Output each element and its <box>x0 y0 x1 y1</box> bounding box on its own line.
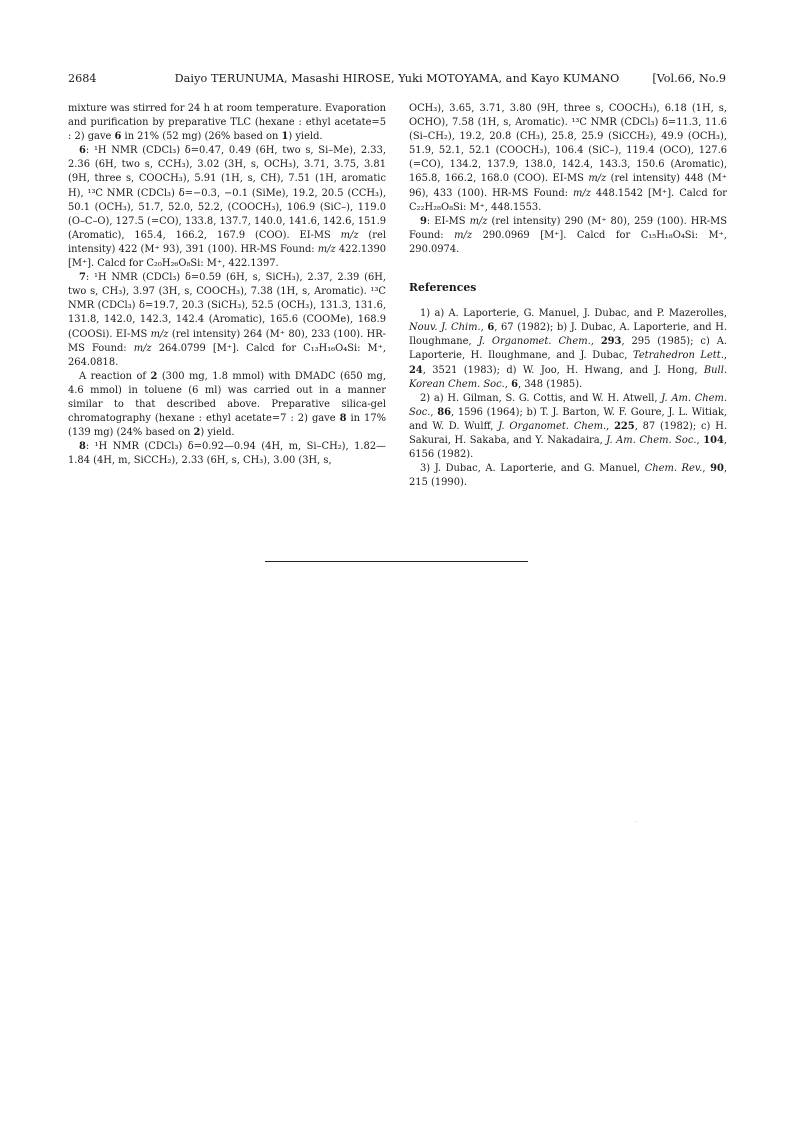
text: A reaction of <box>79 370 151 382</box>
compound-number: 2 <box>150 370 158 382</box>
paragraph-reaction-6 <box>68 102 386 144</box>
journal-name: J. Am. Chem. Soc. <box>606 434 697 446</box>
text: , <box>702 463 711 475</box>
compound-label: 8 <box>79 441 86 453</box>
mz-symbol: m/z <box>340 229 359 241</box>
volume-number: 86 <box>437 406 451 418</box>
volume-number: 104 <box>703 434 724 446</box>
journal-name: Tetrahedron Lett. <box>633 350 724 362</box>
compound-number: 2 <box>193 427 201 439</box>
left-column <box>68 102 386 468</box>
mz-symbol: m/z <box>454 229 473 241</box>
references-heading: References <box>409 281 477 295</box>
journal-name: Bull. Korean Chem. Soc. <box>409 364 727 390</box>
volume-number: 24 <box>409 364 423 376</box>
text: : ¹H NMR (CDCl₃) δ=0.92—0.94 (4H, m, Si–CH₂), 1.82—1.84 (4H, m, SiCCH₂), 2.33 (6H, s, CH₃), 3.00 (3H, s, <box>68 441 386 467</box>
text: , <box>480 322 488 334</box>
text: OCH₃), 3.65, 3.71, 3.80 (9H, three s, COOCH₃), 6.18 (1H, s, OCHO), 7.58 (1H, s, Aromatic). ¹³C NMR (CDCl₃) δ=11.3, 11.6 (Si–CH₂), 19.2, 20.8 (CH₃), 25.8, 25.9 (SiCCH₂), 49.9 (OCH₃), 51.9, 52.1, 52.1 (COOCH₃), 106.4 (SiC–), 119.4 (OCO), 127.6 (=CO), 134.2, 137.9, 138.0, 142.4, 143.3, 150.6 (Aromatic), 165.8, 166.2, 168.0 (COO). EI-MS <box>409 103 727 185</box>
text: , 295 (1985); c) A. Laporterie, H. Iloughmane, and J. Dubac, <box>409 336 728 362</box>
text: ) yield. <box>288 131 323 143</box>
text: , 3521 (1983); d) W. Joo, H. Hwang, and J. Hong, <box>422 364 704 376</box>
end-of-article-rule <box>265 561 528 562</box>
text: 448.1542 [M⁺]. Calcd for C₂₂H₂₈O₈Si: M⁺, 448.1553. <box>409 187 727 213</box>
text: 3) J. Dubac, A. Laporterie, and G. Manuel, <box>420 463 645 475</box>
page-number: 2684 <box>68 72 97 85</box>
text: , <box>606 420 615 432</box>
running-authors: Daiyo TERUNUMA, Masashi HIROSE, Yuki MOTOYAMA, and Kayo KUMANO <box>174 72 620 85</box>
paragraph-compound-8-data-cont <box>409 102 727 215</box>
text: 290.0969 [M⁺]. Calcd for C₁₅H₁₈O₄Si: M⁺, 290.0974. <box>409 229 728 255</box>
volume-number: 6 <box>487 322 495 334</box>
volume-issue: [Vol.66, No.9 <box>652 72 726 85</box>
right-column <box>409 102 727 490</box>
text: , <box>430 406 438 418</box>
text: , 1596 (1964); b) T. J. Barton, W. F. Goure, J. L. Witiak, and W. D. Wulff, <box>409 406 728 432</box>
journal-name: J. Am. Chem. Soc. <box>409 392 727 418</box>
compound-number: 8 <box>339 413 347 425</box>
text: , <box>723 350 727 362</box>
text: , 67 (1982); b) J. Dubac, A. Laporterie, and H. Iloughmane, <box>409 322 727 348</box>
mz-symbol: m/z <box>150 328 169 340</box>
compound-label: 7 <box>79 272 86 284</box>
text: : ¹H NMR (CDCl₃) δ=0.47, 0.49 (6H, two s, Si–Me), 2.33, 2.36 (6H, two s, CCH₃), 3.02 (3H, s, OCH₃), 3.71, 3.75, 3.81 (9H, three s, COOCH₃), 5.91 (1H, s, CH), 7.51 (1H, aromatic H), ¹³C NMR (CDCl₃) δ=−0.3, −0.1 (SiMe), 19.2, 20.5 (CCH₃), 50.1 (OCH₃), 51.7, 52.0, 52.2, (COOCH₃), 106.9 (SiC–), 119.0 (O–C–O), 127.5 (=CO), 133.8, 137.7, 140.0, 141.6, 142.6, 151.9 (Aromatic), 165.4, 166.2, 167.9 (COO). EI-MS <box>68 145 386 241</box>
paragraph-compound-6-data <box>68 144 386 271</box>
mz-symbol: m/z <box>133 342 152 354</box>
text: 264.0799 [M⁺]. Calcd for C₁₃H₁₆O₄Si: M⁺, 264.0818. <box>68 342 387 368</box>
text: , 87 (1982); c) H. Sakurai, H. Sakaba, and Y. Nakadaira, <box>409 420 727 446</box>
mz-symbol: m/z <box>573 187 591 199</box>
text: mixture was stirred for 24 h at room temperature. Evaporation and purification by preparative TLC (hexane : ethyl acetate=5 : 2) gave <box>68 103 386 143</box>
text: , 348 (1985). <box>517 378 583 390</box>
text: , 6156 (1982). <box>409 434 727 461</box>
text: 1) a) A. Laporterie, G. Manuel, J. Dubac, and P. Mazerolles, <box>420 308 727 320</box>
volume-number: 6 <box>511 378 518 390</box>
journal-name: J. Organomet. Chem. <box>478 336 591 348</box>
running-header <box>68 71 726 87</box>
compound-number: 6 <box>114 131 122 143</box>
text: (rel intensity) 290 (M⁺ 80), 259 (100). HR-MS Found: <box>409 215 727 241</box>
volume-number: 90 <box>710 463 724 475</box>
mz-symbol: m/z <box>469 215 488 227</box>
text: (rel intensity) 448 (M⁺ 96), 433 (100). HR-MS Found: <box>409 173 727 199</box>
compound-label: 6 <box>79 145 86 157</box>
paragraph-compound-7-data <box>68 271 386 370</box>
text: (rel intensity) 422 (M⁺ 93), 391 (100). HR-MS Found: <box>68 229 387 255</box>
text: ) yield. <box>200 427 235 439</box>
mz-symbol: m/z <box>588 173 607 185</box>
volume-number: 225 <box>614 420 635 432</box>
text: , 215 (1990). <box>409 463 727 489</box>
journal-name: Nouv. J. Chim. <box>409 322 481 334</box>
text: in 21% (52 mg) (26% based on <box>121 131 282 143</box>
text: , <box>696 434 704 446</box>
text: , <box>504 378 512 390</box>
journal-name: J. Organomet. Chem. <box>498 420 607 432</box>
paragraph-compound-8-data <box>68 440 386 468</box>
reference-1 <box>409 307 727 392</box>
mz-symbol: m/z <box>317 243 336 255</box>
compound-label: 9 <box>420 215 427 227</box>
text: 422.1390 [M⁺]. Calcd for C₂₀H₂₆O₈Si: M⁺, 422.1397. <box>68 243 387 270</box>
reference-3 <box>409 462 727 490</box>
paragraph-compound-9-data <box>409 215 727 257</box>
text: in 17% (139 mg) (24% based on <box>68 413 386 439</box>
text: , <box>590 336 601 348</box>
text: : EI-MS <box>426 215 470 227</box>
text: 2) a) H. Gilman, S. G. Cottis, and W. H. Atwell, <box>420 392 662 404</box>
scan-speck <box>635 821 636 822</box>
text: (300 mg, 1.8 mmol) with DMADC (650 mg, 4.6 mmol) in toluene (6 ml) was carried out in a manner similar to that described above. Preparative silica-gel chromatography (hexane : ethyl acetate=7 : 2) gave <box>68 370 386 425</box>
reference-2 <box>409 392 727 462</box>
compound-number: 1 <box>281 131 289 143</box>
text: (rel intensity) 264 (M⁺ 80), 233 (100). HR-MS Found: <box>68 328 386 354</box>
paragraph-reaction-8 <box>68 370 386 440</box>
text: : ¹H NMR (CDCl₃) δ=0.59 (6H, s, SiCH₃), 2.37, 2.39 (6H, two s, CH₃), 3.97 (3H, s, COOCH₃), 7.38 (1H, s, Aromatic). ¹³C NMR (CDCl₃) δ=19.7, 20.3 (SiCH₃), 52.5 (OCH₃), 131.3, 131.6, 131.8, 142.0, 142.3, 142.4 (Aromatic), 165.6 (COOMe), 168.9 (COOSi). EI-MS <box>68 272 386 340</box>
journal-name: Chem. Rev. <box>644 463 703 475</box>
volume-number: 293 <box>600 336 622 348</box>
